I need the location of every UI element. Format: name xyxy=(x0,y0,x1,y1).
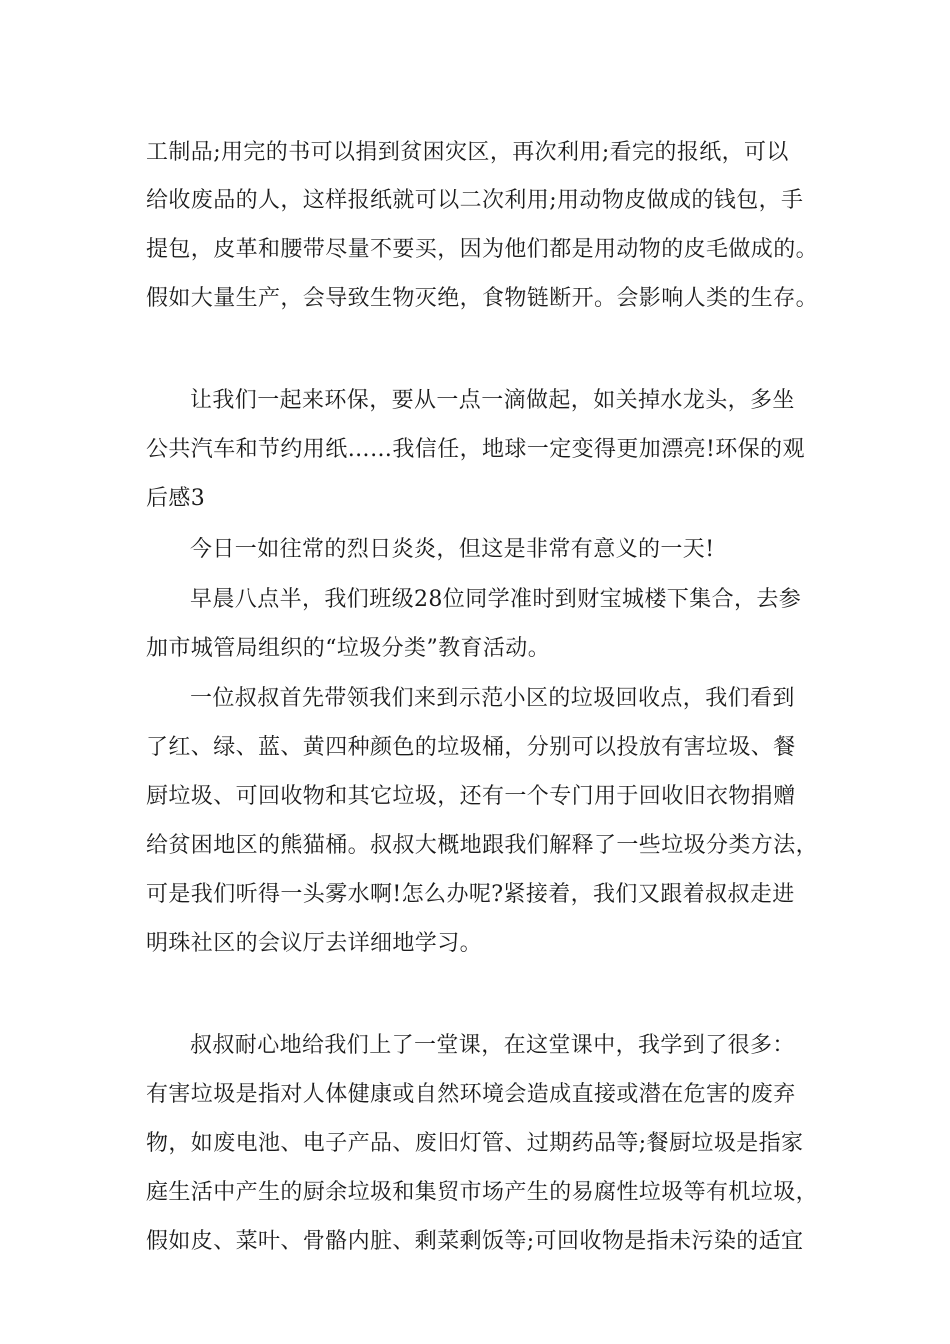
text-line: 可是我们听得一头雾水啊!怎么办呢?紧接着，我们又跟着叔叔走进 xyxy=(146,882,795,907)
text-line: 假如大量生产，会导致生物灭绝，食物链断开。会影响人类的生存。 xyxy=(146,286,819,311)
text-line: 给收废品的人，这样报纸就可以二次利用;用动物皮做成的钱包，手 xyxy=(146,188,804,213)
text-line: 今日一如往常的烈日炎炎，但这是非常有意义的一天! xyxy=(190,537,715,562)
text-line: 公共汽车和节约用纸……我信任，地球一定变得更加漂亮!环保的观 xyxy=(146,437,805,462)
text-line: 庭生活中产生的厨余垃圾和集贸市场产生的易腐性垃圾等有机垃圾， xyxy=(146,1180,819,1205)
text-line: 让我们一起来环保，要从一点一滴做起，如关掉水龙头，多坐 xyxy=(190,388,795,413)
text-line: 明珠社区的会议厅去详细地学习。 xyxy=(146,931,483,956)
text-line: 后感3 xyxy=(146,486,206,511)
text-line: 工制品;用完的书可以捐到贫困灾区，再次利用;看完的报纸，可以 xyxy=(146,140,789,165)
text-line: 假如皮、菜叶、骨骼内脏、剩菜剩饭等;可回收物是指未污染的适宜 xyxy=(146,1229,804,1254)
text-line: 提包，皮革和腰带尽量不要买，因为他们都是用动物的皮毛做成的。 xyxy=(146,237,819,262)
text-line: 一位叔叔首先带领我们来到示范小区的垃圾回收点，我们看到 xyxy=(190,686,795,711)
text-line: 物，如废电池、电子产品、废旧灯管、过期药品等;餐厨垃圾是指家 xyxy=(146,1131,804,1156)
text-line: 早晨八点半，我们班级28位同学准时到财宝城楼下集合，去参 xyxy=(190,587,802,612)
text-line: 厨垃圾、可回收物和其它垃圾，还有一个专门用于回收旧衣物捐赠 xyxy=(146,784,796,809)
text-line: 叔叔耐心地给我们上了一堂课，在这堂课中，我学到了很多： xyxy=(190,1033,795,1058)
text-line: 给贫困地区的熊猫桶。叔叔大概地跟我们解释了一些垃圾分类方法， xyxy=(146,833,819,858)
text-line: 了红、绿、蓝、黄四种颜色的垃圾桶，分别可以投放有害垃圾、餐 xyxy=(146,735,796,760)
text-line: 加市城管局组织的“垃圾分类”教育活动。 xyxy=(146,636,551,661)
text-line: 有害垃圾是指对人体健康或自然环境会造成直接或潜在危害的废弃 xyxy=(146,1082,796,1107)
